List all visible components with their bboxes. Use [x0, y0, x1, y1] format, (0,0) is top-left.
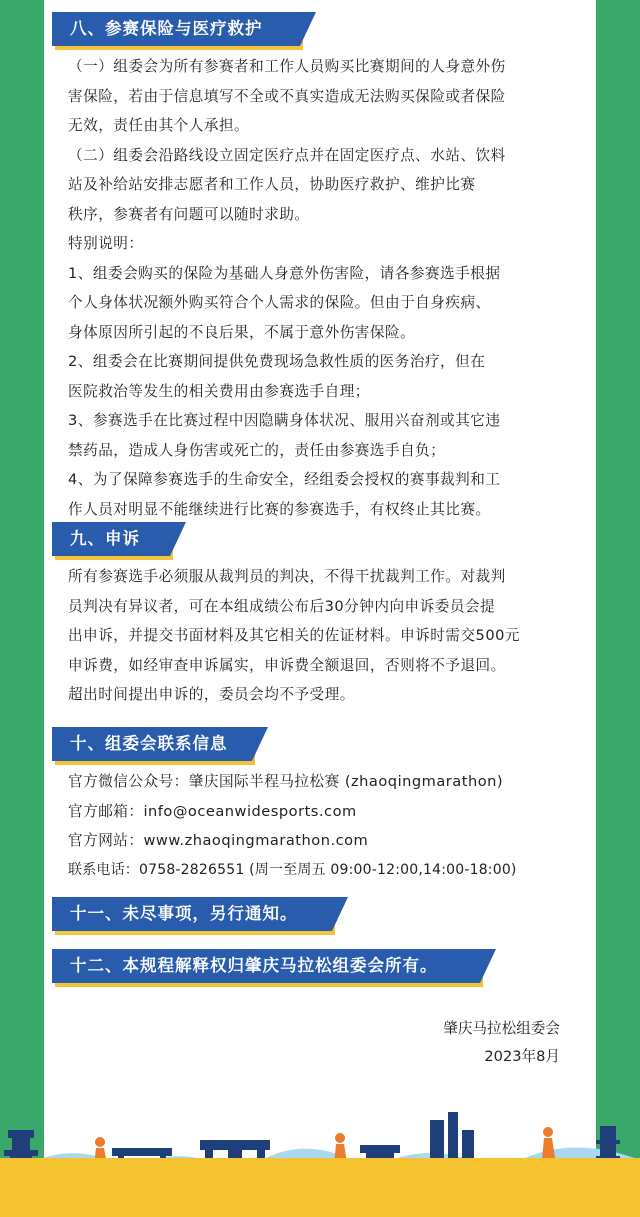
- text-line: 所有参赛选手必须服从裁判员的判决，不得干扰裁判工作。对裁判: [68, 568, 506, 585]
- text-line: 4、为了保障参赛选手的生命安全，经组委会授权的赛事裁判和工: [68, 471, 501, 488]
- text-line: 害保险，若由于信息填写不全或不真实造成无法购买保险或者保险: [68, 87, 506, 105]
- section-title: 十、组委会联系信息: [70, 734, 228, 753]
- text-line: 员判决有异议者，可在本组成绩公布后30分钟内向申诉委员会提: [68, 597, 496, 615]
- text-line: 禁药品，造成人身伤害或死亡的，责任由参赛选手自负；: [68, 441, 446, 459]
- section-title: 八、参赛保险与医疗救护: [70, 19, 263, 38]
- section-title: 九、申诉: [70, 529, 140, 548]
- section-body-appeal: [68, 562, 576, 710]
- yellow-ground-band: [0, 1158, 640, 1217]
- section-title: 十二、本规程解释权归肇庆马拉松组委会所有。: [70, 956, 438, 975]
- text-line: 申诉费，如经审查申诉属实，申诉费全额退回，否则将不予退回。: [68, 656, 506, 674]
- contact-phone: 联系电话：0758-2826551 (周一至周五 09:00-12:00,14:00-18:00): [68, 861, 517, 878]
- section-header-interpretation: [52, 949, 480, 983]
- text-line: 2、组委会在比赛期间提供免费现场急救性质的医务治疗，但在: [68, 353, 486, 370]
- signature-block: [443, 1015, 560, 1071]
- text-line: 无效，责任由其个人承担。: [68, 117, 250, 134]
- text-line: （一）组委会为所有参赛者和工作人员购买比赛期间的人身意外伤: [68, 58, 506, 75]
- text-line: 身体原因所引起的不良后果，不属于意外伤害保险。: [68, 323, 416, 341]
- text-line: 站及补给站安排志愿者和工作人员，协助医疗救护、维护比赛: [68, 176, 476, 193]
- section-header-appeal: [52, 522, 170, 556]
- wechat-account: 官方微信公众号：肇庆国际半程马拉松赛 (zhaoqingmarathon): [68, 773, 504, 790]
- text-line: 超出时间提出申诉的，委员会均不予受理。: [68, 686, 355, 703]
- official-website: 官方网站：www.zhaoqingmarathon.com: [68, 832, 369, 849]
- official-email: 官方邮箱：info@oceanwidesports.com: [68, 802, 357, 820]
- section-header-pending-matters: [52, 897, 332, 931]
- signature-org: 肇庆马拉松组委会: [443, 1020, 560, 1037]
- text-line: 作人员对明显不能继续进行比赛的参赛选手，有权终止其比赛。: [68, 500, 491, 518]
- section-body-contact: [68, 767, 576, 885]
- section-title: 十一、未尽事项，另行通知。: [70, 904, 298, 923]
- text-line: 特别说明：: [68, 235, 144, 252]
- section-body-insurance: [68, 52, 576, 524]
- section-header-contact: [52, 727, 252, 761]
- signature-date: 2023年8月: [484, 1048, 560, 1065]
- section-header-insurance: [52, 12, 300, 46]
- text-line: 3、参赛选手在比赛过程中因隐瞒身体状况、服用兴奋剂或其它违: [68, 412, 501, 429]
- text-line: 秩序，参赛者有问题可以随时求助。: [68, 205, 310, 223]
- text-line: 出申诉，并提交书面材料及其它相关的佐证材料。申诉时需交500元: [68, 627, 520, 644]
- text-line: （二）组委会沿路线设立固定医疗点并在固定医疗点、水站、饮料: [68, 146, 506, 164]
- text-line: 1、组委会购买的保险为基础人身意外伤害险，请各参赛选手根据: [68, 264, 501, 282]
- text-line: 个人身体状况额外购买符合个人需求的保险。但由于自身疾病、: [68, 294, 491, 311]
- text-line: 医院救治等发生的相关费用由参赛选手自理；: [68, 382, 370, 400]
